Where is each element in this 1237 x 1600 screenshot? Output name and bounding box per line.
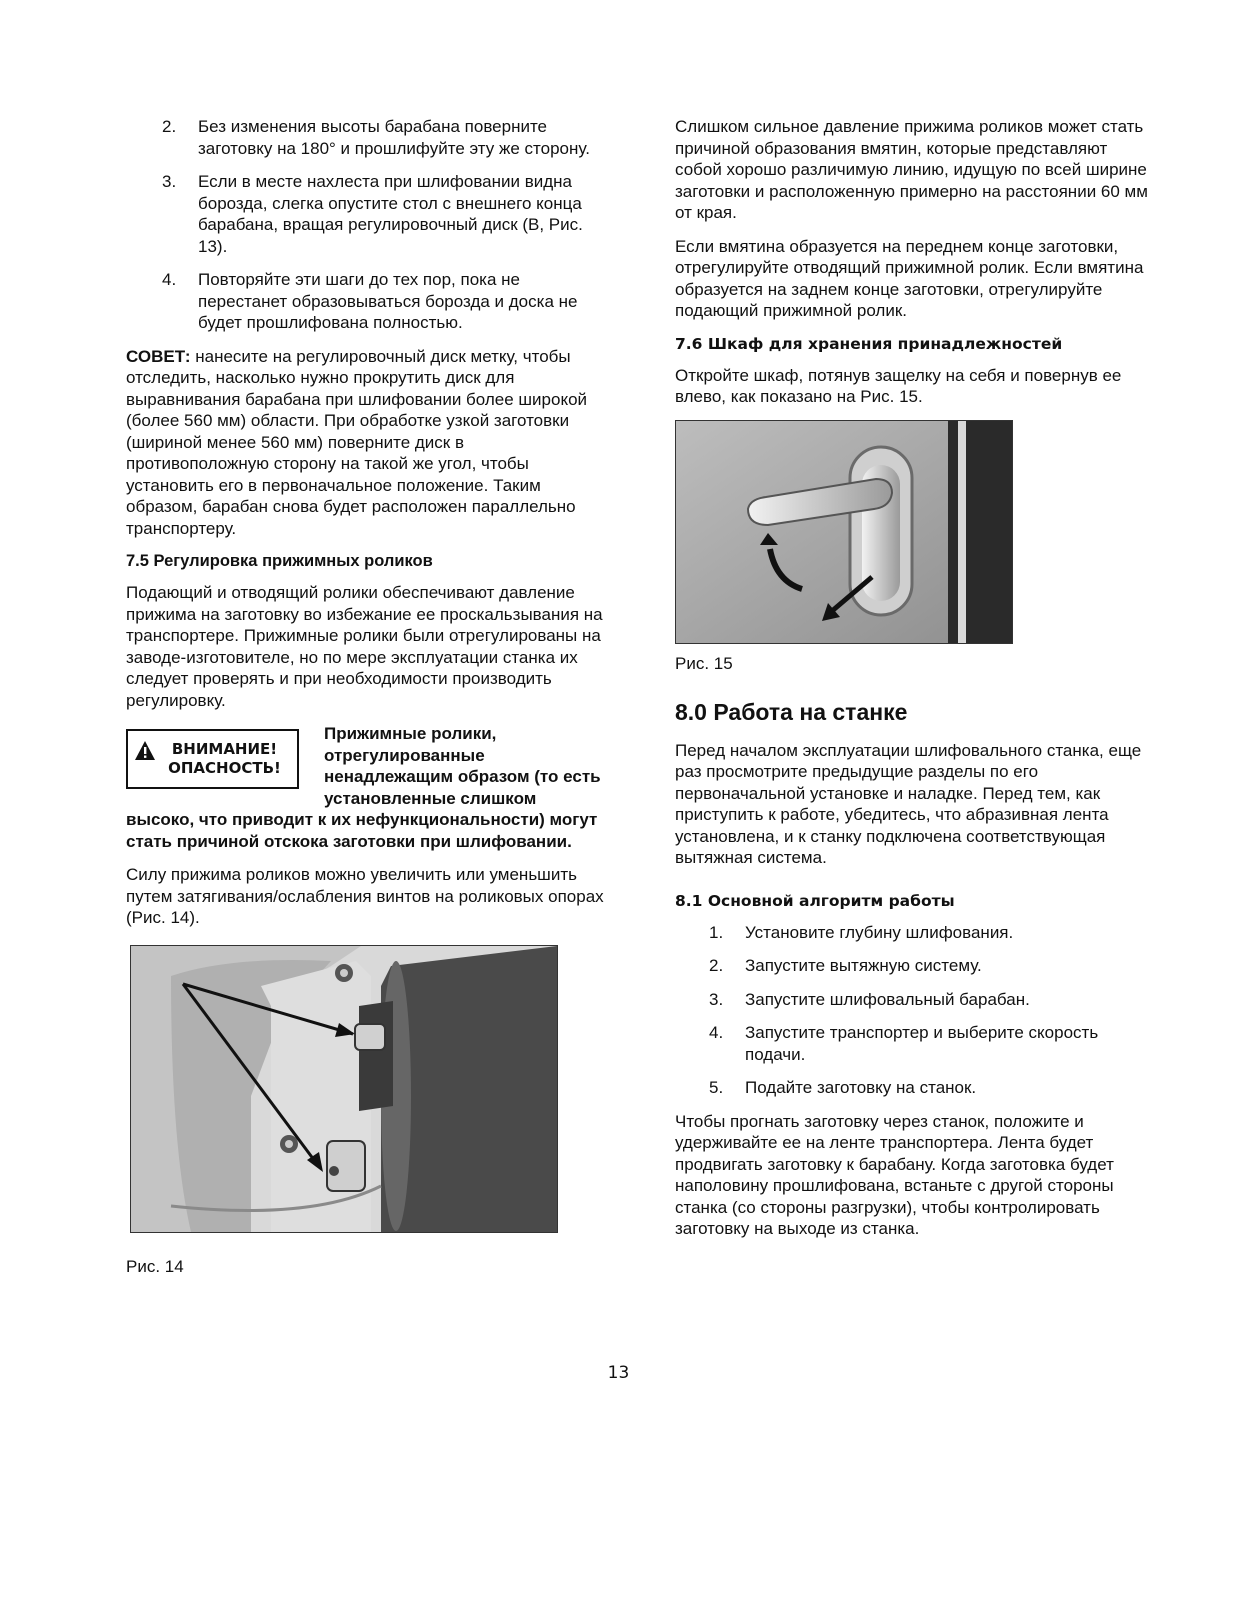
- tip-paragraph: СОВЕТ: нанесите на регулировочный диск метку, чтобы отследить, насколько нужно прокрутить диск для выравнивания барабана при шлифовании более широкой (более 560 мм) области. При обработке узкой заготовки (шириной менее 560 мм) поверните диск в противоположную сторону на такой же угол, чтобы установить его в первоначальное положение. Таким образом, барабан снова будет расположен параллельно транспортеру.: [126, 346, 588, 538]
- warning-triangle-icon: [134, 740, 156, 762]
- list-item: 4. Повторяйте эти шаги до тех пор, пока не перестанет образовываться борозда и доска не будет прошлифована полностью.: [162, 270, 578, 332]
- list-item: 4. Запустите транспортер и выберите скорость подачи.: [709, 1023, 1099, 1064]
- list-item: 5. Подайте заготовку на станок.: [709, 1078, 977, 1097]
- figure-14-image: [130, 945, 558, 1233]
- roller-assembly-illustration: [131, 946, 557, 1232]
- list-item: 2. Запустите вытяжную систему.: [709, 956, 982, 975]
- steps-list-right: [675, 922, 1155, 1099]
- warning-text: Прижимные ролики, отрегулированные ненадлежащим образом (то есть установленные слишком высоко, что приводит к их нефункциональности) могут стать причиной отскока заготовки при шлифовании.: [126, 724, 601, 851]
- list-item: 3. Если в месте нахлеста при шлифовании видна борозда, слегка опустите стол с внешнего конца барабана, вращая регулировочный диск (В, Рис. 13).: [162, 172, 583, 256]
- section-7-5-title: 7.5 Регулировка прижимных роликов: [126, 552, 433, 570]
- section-7-6-paragraph: Откройте шкаф, потянув защелку на себя и повернув ее влево, как показано на Рис. 15.: [675, 365, 1122, 406]
- page-number: 13: [607, 1363, 630, 1383]
- tip-label: СОВЕТ:: [126, 346, 191, 366]
- section-8-0-title: 8.0 Работа на станке: [675, 698, 908, 725]
- figure-14-caption: Рис. 14: [126, 1256, 184, 1276]
- section-7-5-paragraph: Подающий и отводящий ролики обеспечивают давление прижима на заготовку во избежание ее проскальзывания на транспортере. Прижимные ролики были отрегулированы на заводе-изготовителе, но по мере эксплуатации станка их следует проверять и при необходимости производить регулировку.: [126, 583, 603, 710]
- cabinet-latch-illustration: [676, 421, 1012, 643]
- pressure-dent-paragraph: Слишком сильное давление прижима роликов может стать причиной образования вмятин, которые представляют собой хорошо различимую линию, идущую по всей ширине заготовки и расположенную примерно на расстоянии 60 мм от края.: [675, 117, 1148, 222]
- roller-pressure-paragraph: Силу прижима роликов можно увеличить или уменьшить путем затягивания/ослабления винтов на роликовых опорах (Рис. 14).: [126, 865, 604, 927]
- final-paragraph: Чтобы прогнать заготовку через станок, положите и удерживайте ее на ленте транспортера. Лента будет продвигать заготовку к барабану. Когда заготовка будет наполовину прошлифована, встаньте с другой стороны станка (со стороны разгрузки), чтобы контролировать заготовку на выходе из станка.: [675, 1111, 1114, 1238]
- section-8-1-title: 8.1 Основной алгоритм работы: [675, 891, 955, 910]
- section-8-0-paragraph: Перед началом эксплуатации шлифовального станка, еще раз просмотрите предыдущие разделы по его первоначальной установке и наладке. Перед тем, как приступить к работе, убедитесь, что абразивная лента установлена, и к станку подключена соответствующая вытяжная система.: [675, 740, 1142, 867]
- list-item: 3. Запустите шлифовальный барабан.: [709, 989, 1030, 1009]
- section-7-6-title: 7.6 Шкаф для хранения принадлежностей: [675, 334, 1063, 353]
- list-item: 2. Без изменения высоты барабана поверните заготовку на 180° и прошлифуйте эту же сторону.: [162, 117, 590, 158]
- dent-adjustment-paragraph: Если вмятина образуется на переднем конце заготовки, отрегулируйте отводящий прижимной ролик. Если вмятина образуется на заднем конце заготовки, отрегулируйте подающий прижимной ролик.: [675, 236, 1144, 320]
- right-column: [675, 116, 1155, 1252]
- list-item: 1. Установите глубину шлифования.: [709, 922, 1014, 942]
- figure-15-caption: Рис. 15: [675, 653, 733, 673]
- steps-list-left: [126, 116, 606, 334]
- left-column: [126, 116, 606, 1277]
- warning-label: ВНИМАНИЕ! ОПАСНОСТЬ!: [126, 729, 299, 789]
- warning-block: [126, 723, 606, 852]
- figure-15-image: [675, 420, 1013, 644]
